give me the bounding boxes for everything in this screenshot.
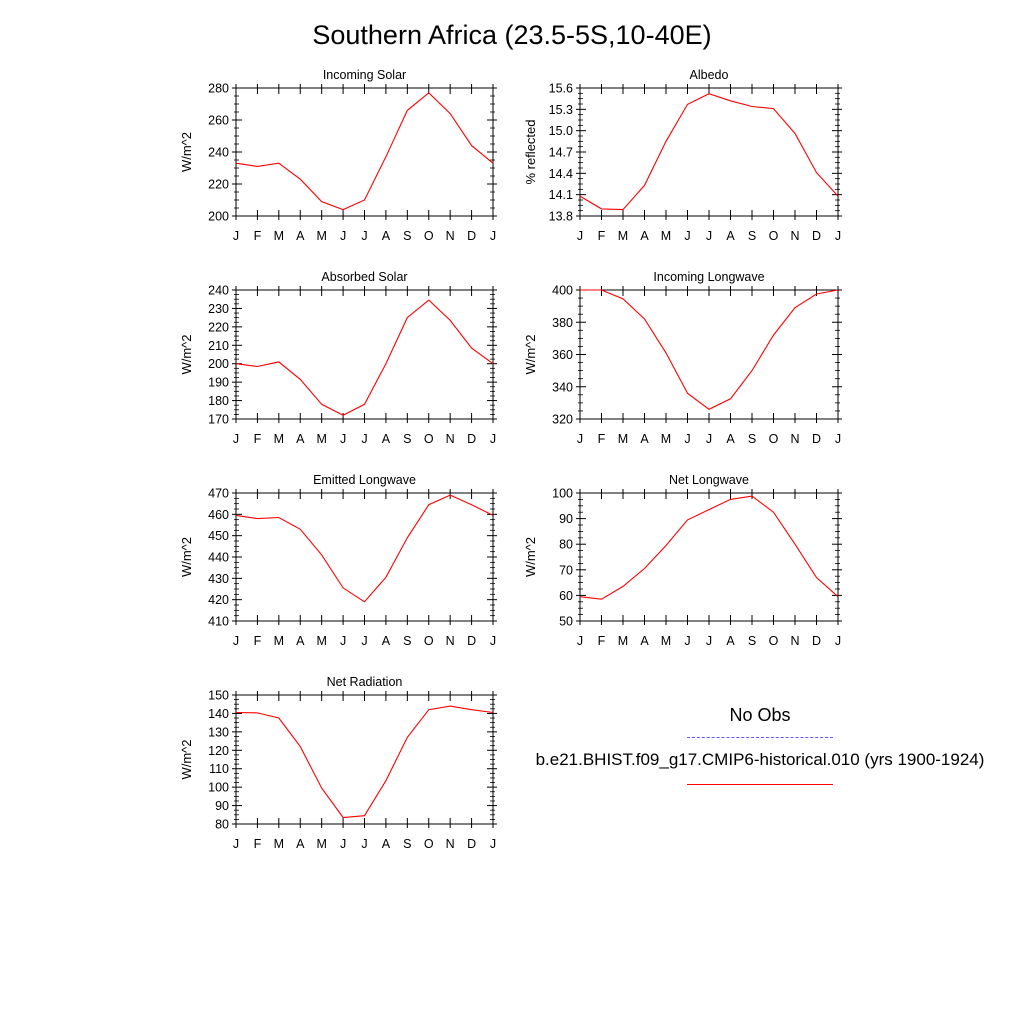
panel-1 (179, 68, 497, 243)
xtick-label: O (423, 634, 434, 648)
ytick-label: 400 (552, 283, 573, 298)
ytick-label: 200 (208, 357, 229, 372)
ytick-label: 410 (208, 614, 229, 629)
xtick-label: O (768, 634, 779, 648)
xtick-label: O (768, 432, 779, 446)
ytick-label: 320 (552, 412, 573, 427)
panel-2 (523, 68, 842, 243)
xtick-label: J (339, 634, 347, 648)
xtick-label: S (747, 432, 757, 446)
ytick-label: 70 (559, 563, 573, 578)
xtick-label: J (361, 837, 368, 851)
panel-5 (179, 473, 497, 648)
xtick-label: N (445, 634, 455, 648)
xtick-label: J (361, 634, 368, 648)
ytick-label: 220 (208, 177, 229, 192)
panel-ylabel: W/m^2 (179, 131, 194, 173)
xtick-label: J (834, 432, 842, 446)
xtick-label: F (253, 229, 262, 243)
series-line (236, 93, 493, 210)
panel-title: Incoming Longwave (653, 270, 765, 284)
ytick-label: 240 (208, 145, 229, 160)
xtick-label: J (576, 432, 584, 446)
ytick-label: 420 (208, 593, 229, 608)
panel-title: Albedo (689, 68, 729, 82)
xtick-label: N (790, 432, 800, 446)
xtick-label: S (403, 432, 412, 446)
xtick-label: J (489, 837, 497, 851)
xtick-label: M (316, 229, 327, 243)
ytick-label: 15.3 (548, 102, 573, 117)
ytick-label: 240 (208, 283, 229, 298)
xtick-label: J (232, 634, 240, 648)
xtick-label: D (811, 229, 822, 243)
figure-title: Southern Africa (23.5-5S,10-40E) (312, 20, 712, 50)
xtick-label: M (273, 229, 285, 243)
xtick-label: M (273, 634, 285, 648)
xtick-label: O (423, 837, 434, 851)
legend-model-line (687, 784, 833, 785)
xtick-label: D (811, 634, 822, 648)
panel-ylabel: W/m^2 (523, 536, 538, 578)
xtick-label: J (339, 229, 347, 243)
ytick-label: 90 (215, 799, 229, 814)
ytick-label: 14.4 (548, 166, 573, 181)
ytick-label: 210 (208, 338, 229, 353)
ytick-label: 15.6 (548, 81, 573, 96)
xtick-label: J (834, 634, 842, 648)
xtick-label: N (445, 229, 455, 243)
ytick-label: 120 (208, 743, 229, 758)
panel-6 (523, 473, 842, 648)
panel-frame (236, 88, 493, 216)
xtick-label: D (467, 837, 477, 851)
xtick-label: S (403, 229, 412, 243)
ytick-label: 50 (559, 614, 573, 629)
xtick-label: J (705, 432, 713, 446)
xtick-label: O (423, 432, 434, 446)
xtick-label: F (597, 634, 606, 648)
ytick-label: 14.1 (548, 188, 573, 203)
ytick-label: 13.8 (548, 209, 573, 224)
ytick-label: 110 (209, 762, 229, 777)
xtick-label: J (684, 432, 691, 446)
xtick-label: M (660, 432, 672, 446)
panel-ylabel: W/m^2 (179, 334, 194, 375)
xtick-label: M (273, 837, 285, 851)
ytick-label: 280 (208, 81, 229, 96)
xtick-label: A (296, 837, 305, 851)
ytick-label: 260 (208, 113, 229, 128)
xtick-label: M (273, 432, 285, 446)
xtick-label: J (339, 432, 347, 446)
ytick-label: 460 (208, 507, 229, 522)
ytick-label: 60 (559, 588, 573, 603)
xtick-label: F (597, 432, 606, 446)
panel-title: Net Longwave (669, 473, 749, 487)
xtick-label: M (617, 634, 629, 648)
panel-title: Incoming Solar (322, 68, 407, 82)
xtick-label: D (467, 229, 477, 243)
ytick-label: 230 (208, 301, 229, 316)
xtick-label: M (617, 229, 629, 243)
xtick-label: S (747, 634, 757, 648)
xtick-label: F (253, 432, 262, 446)
xtick-label: A (640, 229, 649, 243)
ytick-label: 200 (208, 209, 229, 224)
xtick-label: A (640, 634, 649, 648)
xtick-label: A (726, 634, 735, 648)
panel-frame (580, 493, 838, 621)
xtick-label: F (253, 634, 262, 648)
xtick-label: M (660, 229, 672, 243)
series-line (236, 300, 493, 415)
xtick-label: O (423, 229, 434, 243)
ytick-label: 180 (208, 394, 229, 409)
xtick-label: J (489, 634, 497, 648)
xtick-label: J (705, 229, 713, 243)
xtick-label: A (726, 432, 735, 446)
xtick-label: J (576, 229, 584, 243)
legend-obs-line (687, 737, 833, 738)
legend-obs-label: No Obs (729, 705, 791, 725)
xtick-label: F (253, 837, 262, 851)
xtick-label: A (381, 432, 391, 446)
xtick-label: J (489, 229, 497, 243)
panel-frame (580, 290, 838, 419)
panel-title: Net Radiation (326, 675, 403, 689)
xtick-label: J (339, 837, 347, 851)
series-line (236, 495, 493, 602)
ytick-label: 440 (208, 550, 229, 565)
xtick-label: J (684, 634, 691, 648)
panel-ylabel: % reflected (523, 119, 538, 185)
ytick-label: 470 (208, 486, 229, 501)
ytick-label: 80 (215, 817, 229, 832)
ytick-label: 170 (208, 412, 229, 427)
xtick-label: A (381, 634, 391, 648)
xtick-label: M (617, 432, 629, 446)
xtick-label: N (790, 634, 800, 648)
ytick-label: 14.7 (548, 145, 573, 160)
ytick-label: 190 (208, 375, 229, 390)
xtick-label: A (296, 432, 305, 446)
xtick-label: J (834, 229, 842, 243)
xtick-label: J (232, 432, 240, 446)
ytick-label: 90 (559, 512, 573, 527)
xtick-label: N (445, 837, 455, 851)
xtick-label: M (316, 432, 327, 446)
panel-7 (179, 675, 497, 851)
xtick-label: J (489, 432, 497, 446)
ytick-label: 100 (552, 486, 573, 501)
ytick-label: 130 (208, 725, 229, 740)
xtick-label: M (316, 837, 327, 851)
xtick-label: S (403, 634, 412, 648)
ytick-label: 100 (208, 780, 229, 795)
xtick-label: D (811, 432, 822, 446)
series-line (580, 94, 838, 210)
xtick-label: D (467, 634, 477, 648)
panel-ylabel: W/m^2 (179, 739, 194, 780)
xtick-label: N (445, 432, 455, 446)
ytick-label: 340 (552, 380, 573, 395)
xtick-label: N (790, 229, 800, 243)
panel-3 (179, 270, 497, 446)
series-line (580, 290, 838, 409)
ytick-label: 430 (208, 571, 229, 586)
xtick-label: A (296, 634, 305, 648)
xtick-label: A (381, 229, 391, 243)
xtick-label: M (316, 634, 327, 648)
ytick-label: 140 (208, 706, 229, 721)
xtick-label: A (726, 229, 735, 243)
xtick-label: A (381, 837, 391, 851)
xtick-label: S (403, 837, 412, 851)
ytick-label: 220 (208, 320, 229, 335)
panel-title: Absorbed Solar (321, 270, 408, 284)
xtick-label: D (467, 432, 477, 446)
xtick-label: J (361, 432, 368, 446)
ytick-label: 360 (552, 348, 573, 362)
panel-4 (523, 270, 842, 446)
ytick-label: 80 (559, 537, 573, 552)
ytick-label: 15.0 (548, 124, 573, 139)
panel-ylabel: W/m^2 (179, 536, 194, 578)
xtick-label: A (640, 432, 649, 446)
panel-title: Emitted Longwave (313, 473, 416, 487)
xtick-label: A (296, 229, 305, 243)
xtick-label: J (361, 229, 368, 243)
xtick-label: J (576, 634, 584, 648)
panel-frame (236, 695, 493, 824)
xtick-label: J (232, 229, 240, 243)
xtick-label: J (684, 229, 691, 243)
series-line (580, 496, 838, 599)
panel-frame (236, 290, 493, 419)
xtick-label: O (768, 229, 779, 243)
ytick-label: 380 (552, 315, 573, 330)
series-line (236, 706, 493, 817)
xtick-label: S (747, 229, 757, 243)
legend-model-label: b.e21.BHIST.f09_g17.CMIP6-historical.010 (yrs 1900-1924) (535, 750, 985, 769)
ytick-label: 150 (208, 688, 229, 703)
ytick-label: 450 (208, 529, 229, 544)
panel-ylabel: W/m^2 (523, 334, 538, 375)
xtick-label: M (660, 634, 672, 648)
xtick-label: J (705, 634, 713, 648)
xtick-label: J (232, 837, 240, 851)
panel-frame (580, 88, 838, 216)
xtick-label: F (597, 229, 606, 243)
